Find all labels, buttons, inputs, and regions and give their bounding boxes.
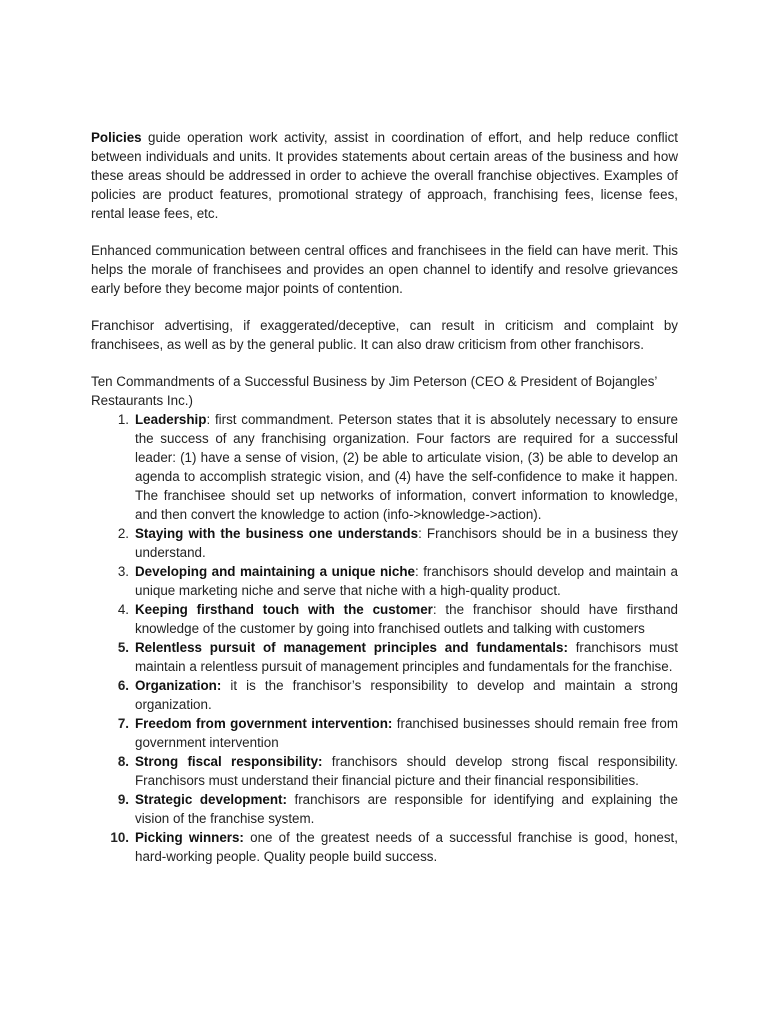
list-item-number: 4. — [117, 602, 129, 617]
list-item-term: Organization: — [135, 678, 222, 693]
list-item-term: Staying with the business one understands — [135, 526, 419, 541]
list-item-text: franchisors are responsible for identifying and explaining the vision of the franchise system. — [135, 792, 679, 826]
list-item-text: : first commandment. Peterson states that it is absolutely necessary to ensure the success of any franchising organization. Four factors are required for a successful leader: (1) have a sense of vision, (2) be able to articulate vision, (3) be able to develop an agenda to accomplish strategic vision, and (4) have the self-confidence to make it happen. The franchisee should set up networks of information, convert information to knowledge, and then convert the knowledge to action (info->knowledge->action). — [135, 412, 678, 522]
list-item — [91, 638, 678, 676]
list-item-term: Relentless pursuit of management principles and fundamentals: — [135, 640, 568, 655]
commandments-list — [91, 410, 678, 866]
list-item-number: 2. — [117, 526, 129, 541]
list-item-term: Strategic development: — [135, 792, 287, 807]
list-item — [91, 410, 678, 524]
list-item-term: Leadership — [135, 412, 207, 427]
policies-term: Policies — [91, 130, 142, 145]
list-item-text: franchisors should develop strong fiscal responsibility. Franchisors must understand their financial picture and their financial responsibilities. — [135, 754, 678, 788]
list-item — [91, 714, 678, 752]
list-item-term: Developing and maintaining a unique niche — [135, 564, 415, 579]
list-item-number: 8. — [117, 754, 129, 769]
list-item-text: one of the greatest needs of a successful franchise is good, honest, hard-working people. Quality people build success. — [135, 830, 678, 864]
list-item-text: : Franchisors should be in a business they understand. — [135, 526, 679, 560]
list-item-text: it is the franchisor’s responsibility to develop and maintain a strong organization. — [135, 678, 678, 712]
list-item-number: 1. — [117, 412, 129, 427]
list-item-number: 7. — [117, 716, 129, 731]
list-item-text: franchisors must maintain a relentless pursuit of management principles and fundamentals for the franchise. — [135, 640, 678, 674]
list-item-number: 5. — [117, 640, 129, 655]
list-item — [91, 790, 678, 828]
list-item-number: 6. — [117, 678, 129, 693]
policies-text: guide operation work activity, assist in coordination of effort, and help reduce conflict between individuals and units. It provides statements about certain areas of the business and how these areas should be addressed in order to achieve the overall franchise objectives. Examples of policies are product features, promotional strategy of approach, franchising fees, license fees, rental lease fees, etc. — [91, 130, 678, 221]
list-item — [91, 676, 678, 714]
list-item-term: Strong fiscal responsibility: — [135, 754, 323, 769]
list-item-term: Freedom from government intervention: — [135, 716, 393, 731]
policies-paragraph — [91, 128, 678, 223]
communication-paragraph: Enhanced communication between central offices and franchisees in the field can have merit. This helps the morale of franchisees and provides an open channel to identify and resolve grievances early before they become major points of contention. — [91, 243, 678, 296]
list-item — [91, 562, 678, 600]
list-item-number: 3. — [117, 564, 129, 579]
list-item — [91, 752, 678, 790]
list-item-term: Picking winners: — [135, 830, 244, 845]
list-item-text: : franchisors should develop and maintain a unique marketing niche and serve that niche with a high-quality product. — [135, 564, 678, 598]
document-page — [91, 128, 678, 866]
list-item — [91, 828, 678, 866]
list-item-number: 9. — [117, 792, 129, 807]
list-item-number: 10. — [110, 830, 129, 845]
list-item — [91, 600, 678, 638]
list-item-term: Keeping firsthand touch with the customer — [135, 602, 433, 617]
list-item — [91, 524, 678, 562]
advertising-paragraph: Franchisor advertising, if exaggerated/deceptive, can result in criticism and complaint by franchisees, as well as by the general public. It can also draw criticism from other franchisors. — [91, 318, 678, 352]
commandments-heading: Ten Commandments of a Successful Business by Jim Peterson (CEO & President of Bojangles’ Restaurants Inc.) — [91, 374, 657, 408]
list-item-text: : the franchisor should have firsthand knowledge of the customer by going into franchised outlets and talking with customers — [135, 602, 678, 636]
list-item-text: franchised businesses should remain free from government intervention — [135, 716, 679, 750]
